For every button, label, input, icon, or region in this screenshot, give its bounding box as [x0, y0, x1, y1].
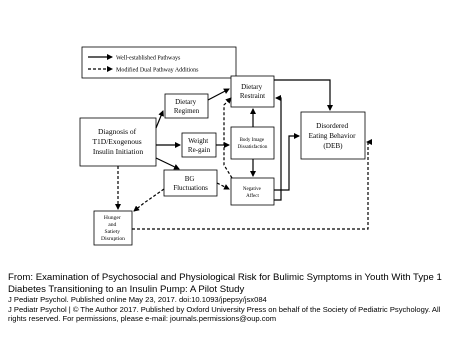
- deb-label: Disordered Eating Behavior (DEB): [308, 122, 356, 150]
- dietary-restraint-label: Dietary Restraint: [239, 83, 266, 100]
- arrow-negaffect-to-restraint: [274, 98, 281, 200]
- bg-fluctuations-box: [164, 170, 217, 196]
- dashed-arrow-bg-to-negaffect: [217, 183, 229, 189]
- figure-caption: [8, 272, 446, 324]
- hunger-label: Hunger and Satiety Disruption: [101, 215, 125, 242]
- body-image-label: Body Image Dissatisfaction: [237, 138, 268, 150]
- legend-solid-label: Well-established Pathways: [116, 55, 181, 62]
- arrow-restraint-to-deb: [274, 80, 330, 110]
- caption-copyright-line: J Pediatr Psychol | © The Author 2017. Published by Oxford University Press on behalf of the Society of Pediatric Psychology. All rights reserved. For permissions, please e-mail: journals.permissions@oup.com: [8, 304, 441, 324]
- arrow-regimen-to-restraint: [208, 89, 229, 100]
- dashed-arrow-bg-to-hunger: [134, 189, 164, 211]
- dietary-regimen-label: Dietary Regimen: [173, 98, 200, 115]
- legend-dashed-label: Modified Dual Pathway Additions: [116, 67, 199, 74]
- legend: [82, 47, 236, 78]
- body-image-box: [231, 127, 274, 159]
- diagnosis-label: Diagnosis of T1D/Exogenous Insulin Initiation: [92, 127, 144, 156]
- weight-regain-label: Weight Re-gain: [187, 137, 211, 154]
- arrow-diagnosis-to-regimen: [156, 111, 163, 128]
- arrow-negaffect-to-deb: [274, 136, 299, 190]
- arrow-diagnosis-to-bg: [156, 158, 179, 169]
- negative-affect-label: Negative Affect: [242, 187, 261, 199]
- bg-fluctuations-label: BG Fluctuations: [173, 175, 208, 192]
- caption-journal-line: J Pediatr Psychol. Published online May 23, 2017. doi:10.1093/jpepsy/jsx084: [8, 295, 267, 304]
- caption-title: From: Examination of Psychosocial and Physiological Risk for Bulimic Symptoms in Youth With Type 1 Diabetes Transitioning to an Insulin Pump: A Pilot Study: [8, 272, 442, 295]
